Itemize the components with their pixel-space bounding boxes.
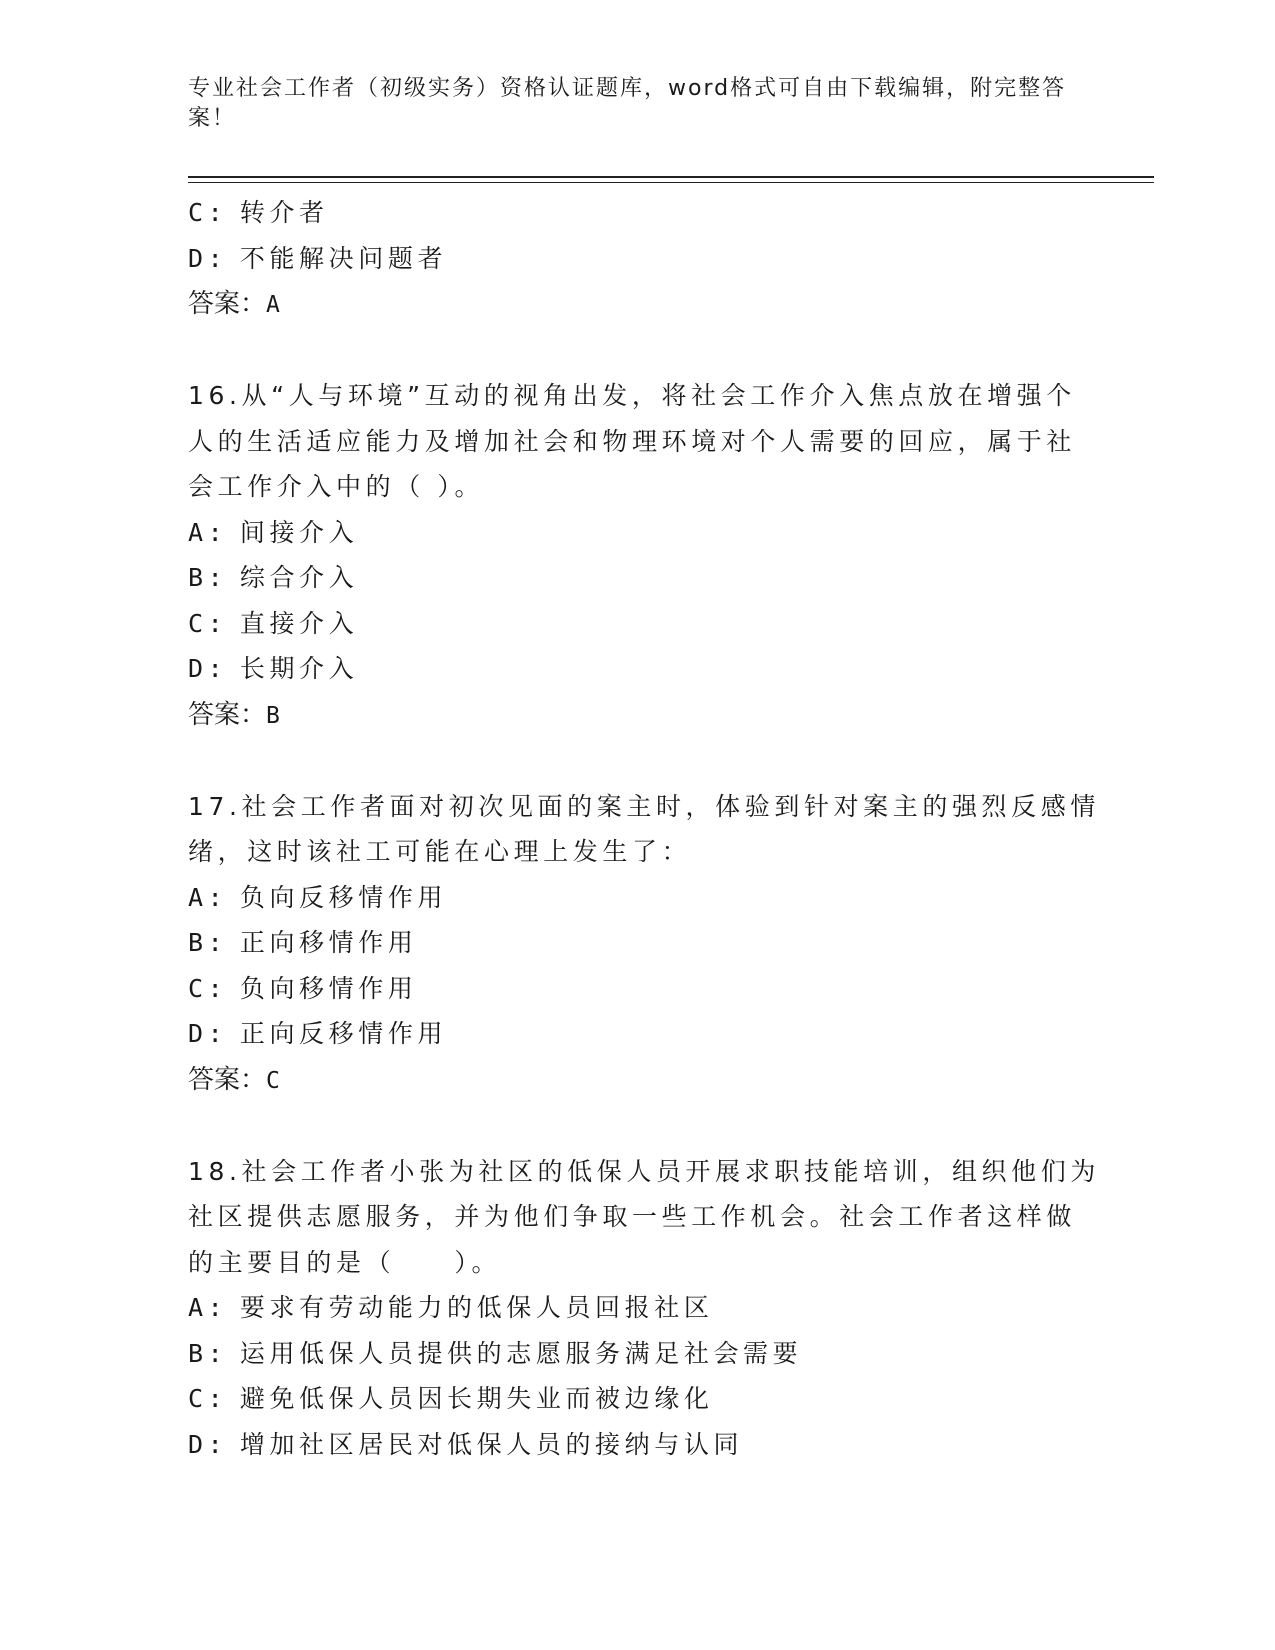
- answer-line: [188, 281, 1088, 328]
- option-a: A: 负向反移情作用: [188, 882, 448, 912]
- option-d: D: 正向反移情作用: [188, 1019, 448, 1048]
- question-line: 18.社会工作者小张为社区的低保人员开展求职技能培训，组织他们为: [188, 1156, 1100, 1186]
- option-d: D: 不能解决问题者: [188, 243, 448, 273]
- question-line: 17.社会工作者面对初次见面的案主时，体验到针对案主的强烈反感情: [188, 791, 1100, 821]
- option-c: C: 转介者: [188, 198, 329, 227]
- header-rule-thin: [188, 182, 1154, 183]
- question-line: 16.从“人与环境”互动的视角出发，将社会工作介入焦点放在增强个: [188, 381, 1076, 410]
- answer-label: 答案：: [188, 1064, 267, 1095]
- option-b: B: 运用低保人员提供的志愿服务满足社会需要: [188, 1338, 803, 1368]
- option-b: B: 正向移情作用: [188, 928, 418, 957]
- question-18: [188, 1149, 1100, 1468]
- answer-value: C: [266, 1067, 280, 1094]
- question-line: 人的生活适应能力及增加社会和物理环境对个人需要的回应，属于社: [188, 426, 1077, 456]
- option-c: C: 直接介入: [188, 608, 359, 638]
- option-a: A: 间接介入: [188, 517, 359, 547]
- option-c: C: 避免低保人员因长期失业而被边缘化: [188, 1384, 714, 1413]
- option-d: D: 长期介入: [188, 654, 359, 683]
- answer-value: A: [266, 292, 280, 318]
- header-rule-thick: [188, 176, 1154, 178]
- prev-question-tail: [188, 190, 1088, 328]
- question-line: 的主要目的是（ ）。: [188, 1247, 502, 1277]
- question-line: 会工作介入中的（ ）。: [188, 472, 485, 501]
- question-16: [188, 373, 1088, 739]
- answer-value: B: [266, 702, 280, 729]
- answer-label: 答案：: [188, 289, 267, 319]
- spacer: [188, 739, 1088, 784]
- page-header: [188, 74, 1088, 134]
- spacer: [188, 1104, 1088, 1149]
- option-b: B: 综合介入: [188, 563, 359, 592]
- header-title: 专业社会工作者（初级实务）资格认证题库，word格式可自由下载编辑，附完整答案！: [188, 76, 1067, 131]
- option-c: C: 负向移情作用: [188, 973, 418, 1003]
- answer-line: [188, 692, 1088, 739]
- question-line: 社区提供志愿服务，并为他们争取一些工作机会。社会工作者这样做: [188, 1202, 1077, 1231]
- spacer: [188, 328, 1088, 373]
- option-d: D: 增加社区居民对低保人员的接纳与认同: [188, 1429, 744, 1459]
- question-line: 绪，这时该社工可能在心理上发生了：: [188, 837, 692, 866]
- answer-label: 答案：: [188, 699, 267, 730]
- document-body: [188, 190, 1100, 1467]
- answer-line: [188, 1057, 1088, 1104]
- option-a: A: 要求有劳动能力的低保人员回报社区: [188, 1293, 714, 1322]
- question-17: [188, 784, 1100, 1104]
